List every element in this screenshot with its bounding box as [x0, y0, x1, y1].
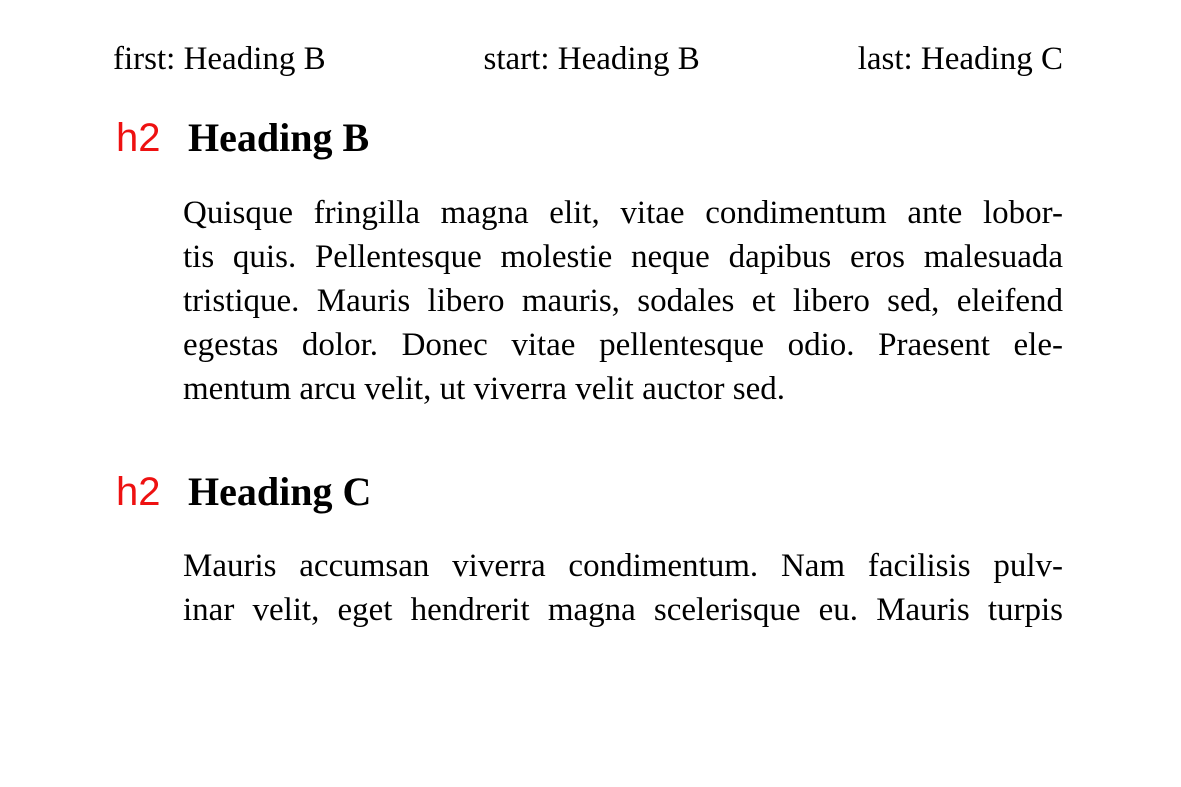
h2-tag-label: h2 [116, 470, 161, 514]
paragraph-line: tis quis. Pellentesque molestie neque dapibus eros malesuada [183, 239, 1063, 275]
section-heading-b [0, 115, 1181, 161]
paragraph-c [183, 544, 1063, 632]
paragraph-line: inar velit, eget hendrerit magna scelerisque eu. Mauris turpis [183, 592, 1063, 628]
paragraph-b [183, 191, 1063, 411]
paragraph-line: Mauris accumsan viverra condimentum. Nam facilisis pulv- [183, 548, 1063, 584]
section-heading-c [0, 469, 1181, 515]
running-header [113, 41, 1063, 77]
running-header-first: first: Heading B [113, 41, 326, 77]
section-title-b: Heading B [188, 115, 370, 160]
running-header-start: start: Heading B [483, 41, 700, 77]
running-header-last: last: Heading C [857, 41, 1063, 77]
h2-tag-label: h2 [116, 116, 161, 160]
paragraph-line: egestas dolor. Donec vitae pellentesque odio. Praesent ele- [183, 327, 1063, 363]
paragraph-line: tristique. Mauris libero mauris, sodales et libero sed, eleifend [183, 283, 1063, 319]
paragraph-line: Quisque fringilla magna elit, vitae condimentum ante lobor- [183, 195, 1063, 231]
paragraph-line: mentum arcu velit, ut viverra velit auctor sed. [183, 371, 786, 407]
section-title-c: Heading C [188, 469, 372, 514]
